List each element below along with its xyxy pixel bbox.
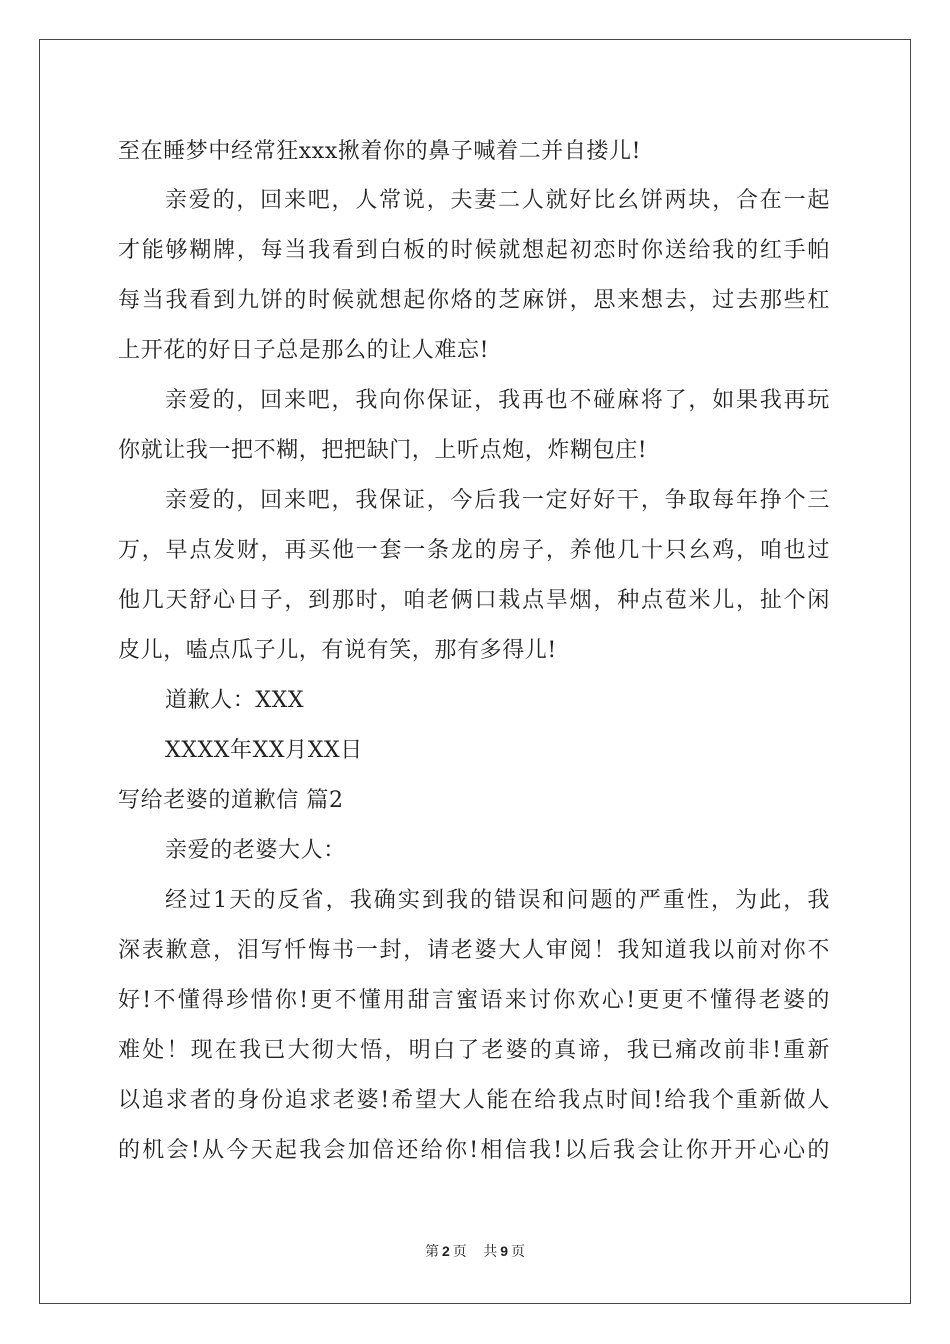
paragraph-line: 每当我看到九饼的时候就想起你烙的芝麻饼，思来想去，过去那些杠: [118, 288, 830, 313]
total-prefix: 共: [483, 1244, 498, 1260]
paragraph-line: 他几天舒心日子，到那时，咱老俩口栽点旱烟，种点苞米儿，扯个闲: [118, 588, 830, 613]
paragraph-line: 好!不懂得珍惜你!更不懂用甜言蜜语来讨你欢心!更更不懂得老婆的: [118, 988, 830, 1013]
paragraph-line: 上开花的好日子总是那么的让人难忘!: [118, 338, 490, 363]
total-suffix: 页: [511, 1244, 526, 1260]
paragraph-line: 的机会!从今天起我会加倍还给你!相信我!以后我会让你开开心心的: [118, 1138, 830, 1163]
paragraph-line: 难处！现在我已大彻大悟，明白了老婆的真谛，我已痛改前非!重新: [118, 1038, 830, 1063]
paragraph-line: 经过1天的反省，我确实到我的错误和问题的严重性，为此，我: [165, 888, 830, 913]
total-indicator: [480, 1244, 528, 1260]
signature-line: 道歉人：XXX: [165, 688, 305, 713]
date-line: XXXX年XX月XX日: [165, 738, 363, 763]
paragraph-line: 亲爱的，回来吧，人常说，夫妻二人就好比幺饼两块，合在一起: [165, 188, 830, 213]
text-line: 至在睡梦中经常狂xxx揪着你的鼻子喊着二并自搂儿!: [118, 139, 642, 164]
paragraph-line: 你就让我一把不糊，把把缺门，上听点炮，炸糊包庄!: [118, 438, 648, 463]
paragraph-line: 才能够糊牌，每当我看到白板的时候就想起初恋时你送给我的红手帕: [118, 238, 830, 263]
salutation: 亲爱的老婆大人：: [165, 838, 346, 863]
paragraph-line: 皮儿，嗑点瓜子儿，有说有笑，那有多得儿!: [118, 638, 557, 663]
section-title: 写给老婆的道歉信 篇2: [118, 788, 344, 813]
paragraph-line: 以追求者的身份追求老婆!希望大人能在给我点时间!给我个重新做人: [118, 1088, 830, 1113]
paragraph-line: 深表歉意，泪写忏悔书一封，请老婆大人审阅！我知道我以前对你不: [118, 938, 830, 963]
paragraph-line: 万，早点发财，再买他一套一条龙的房子，养他几十只幺鸡，咱也过: [118, 538, 830, 563]
page-number: 2: [441, 1243, 450, 1259]
page-indicator: [422, 1244, 470, 1260]
page-suffix: 页: [452, 1244, 467, 1260]
paragraph-line: 亲爱的，回来吧，我向你保证，我再也不碰麻将了，如果我再玩: [165, 388, 830, 413]
total-pages: 9: [500, 1243, 509, 1259]
paragraph-line: 亲爱的，回来吧，我保证，今后我一定好好干，争取每年挣个三: [165, 488, 830, 513]
page-footer: [0, 1241, 950, 1261]
page-prefix: 第: [424, 1244, 439, 1260]
